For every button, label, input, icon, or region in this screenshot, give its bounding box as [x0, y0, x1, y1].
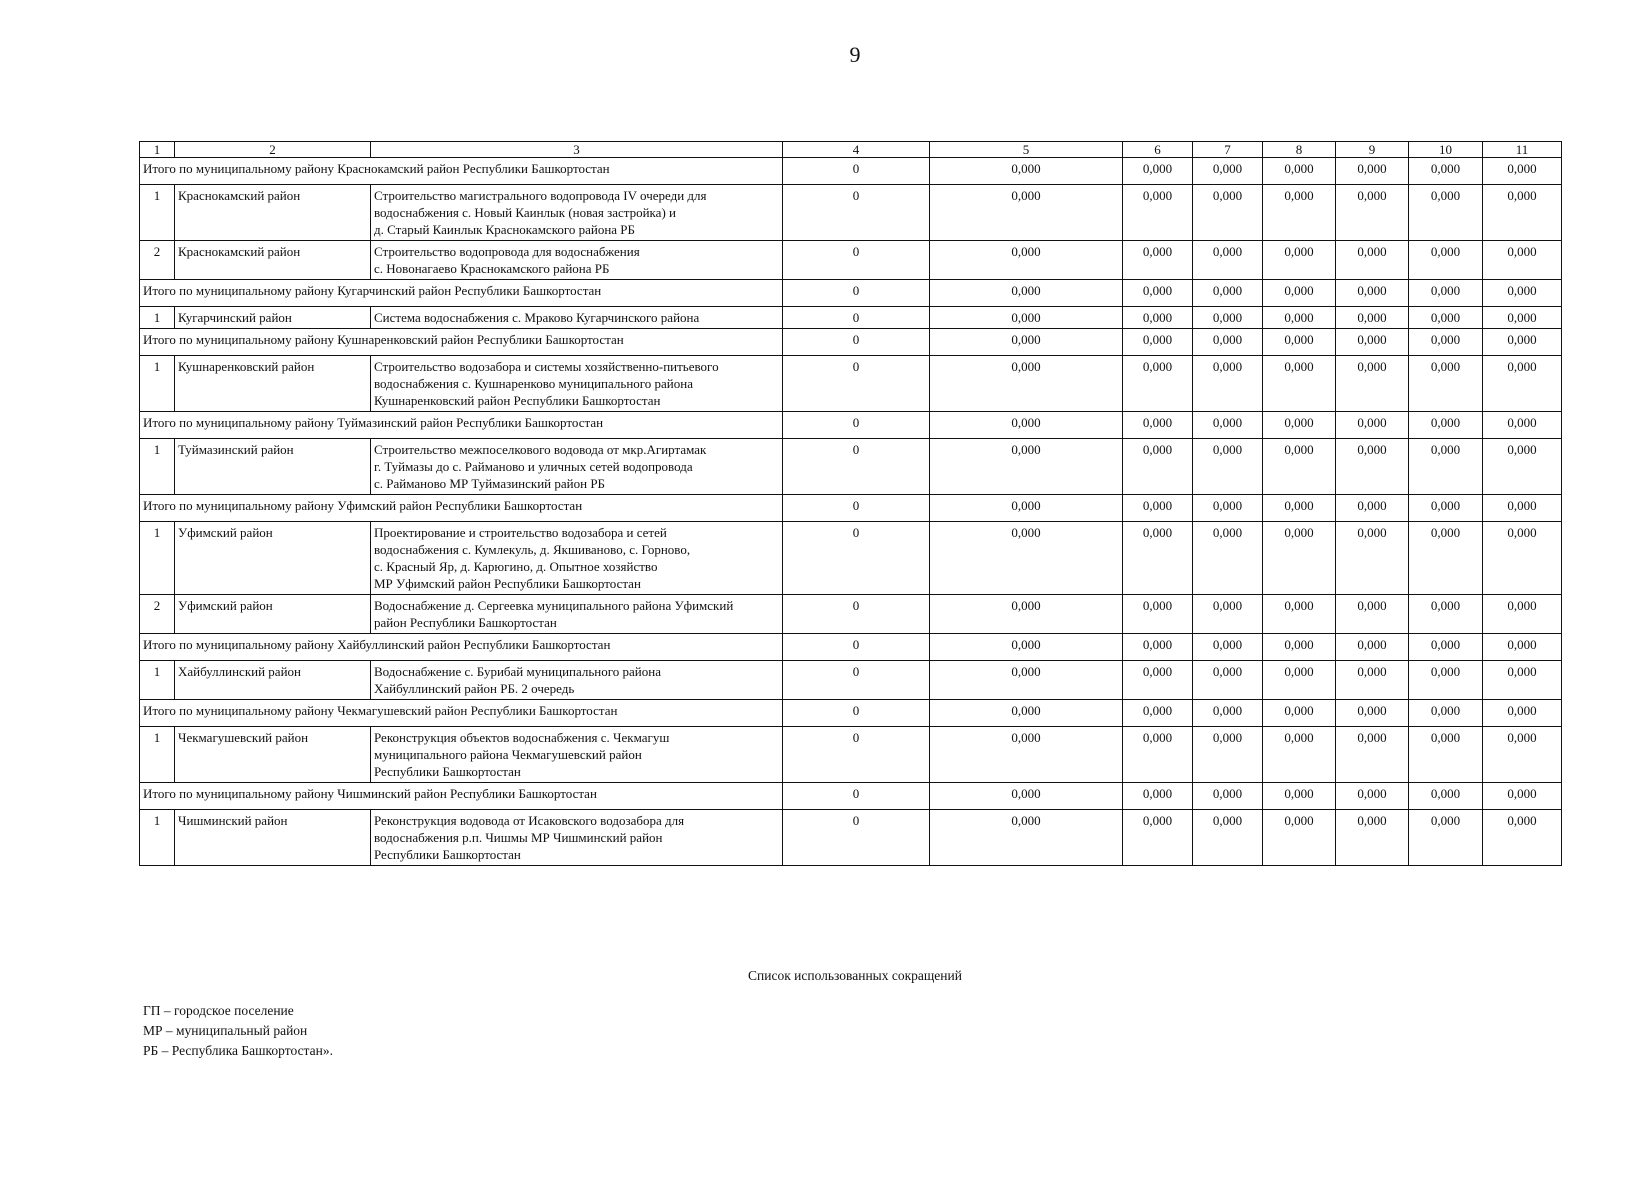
value-cell-col6: 0,000 — [1123, 280, 1193, 307]
total-row — [140, 329, 1562, 356]
value-cell-col4: 0 — [783, 185, 930, 241]
value-cell-col10: 0,000 — [1409, 727, 1483, 783]
total-label: Итого по муниципальному району Уфимский район Республики Башкортостан — [140, 495, 783, 522]
table-row — [140, 661, 1562, 700]
value-cell-col6: 0,000 — [1123, 522, 1193, 595]
value-cell-col11: 0,000 — [1483, 329, 1562, 356]
abbreviation-item: МР – муниципальный район — [143, 1023, 308, 1038]
value-cell-col5: 0,000 — [930, 810, 1123, 866]
value-cell-col4: 0 — [783, 307, 930, 329]
value-cell-col6: 0,000 — [1123, 783, 1193, 810]
value-cell-col7: 0,000 — [1193, 356, 1263, 412]
value-cell-col8: 0,000 — [1263, 783, 1336, 810]
column-number-row — [140, 142, 1562, 158]
column-number: 6 — [1123, 142, 1193, 158]
total-label: Итого по муниципальному району Хайбуллинский район Республики Башкортостан — [140, 634, 783, 661]
value-cell-col5: 0,000 — [930, 495, 1123, 522]
total-row — [140, 158, 1562, 185]
value-cell-col7: 0,000 — [1193, 439, 1263, 495]
value-cell-col5: 0,000 — [930, 727, 1123, 783]
value-cell-col7: 0,000 — [1193, 307, 1263, 329]
value-cell-col8: 0,000 — [1263, 522, 1336, 595]
value-cell-col6: 0,000 — [1123, 412, 1193, 439]
value-cell-col6: 0,000 — [1123, 241, 1193, 280]
value-cell-col6: 0,000 — [1123, 329, 1193, 356]
abbreviation-item: РБ – Республика Башкортостан». — [143, 1043, 333, 1058]
abbreviations-title: Список использованных сокращений — [748, 968, 962, 983]
value-cell-col5: 0,000 — [930, 241, 1123, 280]
row-number: 1 — [140, 810, 175, 866]
column-number: 5 — [930, 142, 1123, 158]
column-number: 4 — [783, 142, 930, 158]
value-cell-col4: 0 — [783, 783, 930, 810]
value-cell-col11: 0,000 — [1483, 661, 1562, 700]
value-cell-col10: 0,000 — [1409, 595, 1483, 634]
total-row — [140, 280, 1562, 307]
column-number: 9 — [1336, 142, 1409, 158]
district-name: Хайбуллинский район — [175, 661, 371, 700]
district-name: Туймазинский район — [175, 439, 371, 495]
project-description: Водоснабжение с. Бурибай муниципального района Хайбуллинский район РБ. 2 очередь — [371, 661, 783, 700]
value-cell-col5: 0,000 — [930, 700, 1123, 727]
value-cell-col10: 0,000 — [1409, 356, 1483, 412]
district-name: Краснокамский район — [175, 185, 371, 241]
value-cell-col4: 0 — [783, 495, 930, 522]
value-cell-col9: 0,000 — [1336, 595, 1409, 634]
value-cell-col9: 0,000 — [1336, 356, 1409, 412]
value-cell-col5: 0,000 — [930, 439, 1123, 495]
value-cell-col5: 0,000 — [930, 661, 1123, 700]
value-cell-col8: 0,000 — [1263, 495, 1336, 522]
value-cell-col10: 0,000 — [1409, 329, 1483, 356]
value-cell-col7: 0,000 — [1193, 727, 1263, 783]
value-cell-col6: 0,000 — [1123, 661, 1193, 700]
value-cell-col11: 0,000 — [1483, 439, 1562, 495]
project-description: Строительство водопровода для водоснабжения с. Новонагаево Краснокамского района РБ — [371, 241, 783, 280]
total-label: Итого по муниципальному району Краснокамский район Республики Башкортостан — [140, 158, 783, 185]
value-cell-col6: 0,000 — [1123, 158, 1193, 185]
project-description: Водоснабжение д. Сергеевка муниципального района Уфимский район Республики Башкортостан — [371, 595, 783, 634]
value-cell-col5: 0,000 — [930, 185, 1123, 241]
value-cell-col11: 0,000 — [1483, 522, 1562, 595]
value-cell-col4: 0 — [783, 280, 930, 307]
value-cell-col6: 0,000 — [1123, 356, 1193, 412]
value-cell-col9: 0,000 — [1336, 439, 1409, 495]
total-label: Итого по муниципальному району Чишминский район Республики Башкортостан — [140, 783, 783, 810]
value-cell-col5: 0,000 — [930, 158, 1123, 185]
value-cell-col10: 0,000 — [1409, 783, 1483, 810]
value-cell-col9: 0,000 — [1336, 241, 1409, 280]
value-cell-col8: 0,000 — [1263, 185, 1336, 241]
value-cell-col4: 0 — [783, 329, 930, 356]
value-cell-col11: 0,000 — [1483, 241, 1562, 280]
row-number: 1 — [140, 185, 175, 241]
value-cell-col4: 0 — [783, 439, 930, 495]
value-cell-col10: 0,000 — [1409, 810, 1483, 866]
value-cell-col11: 0,000 — [1483, 727, 1562, 783]
value-cell-col6: 0,000 — [1123, 700, 1193, 727]
total-row — [140, 412, 1562, 439]
row-number: 1 — [140, 661, 175, 700]
value-cell-col4: 0 — [783, 356, 930, 412]
value-cell-col10: 0,000 — [1409, 185, 1483, 241]
district-name: Уфимский район — [175, 522, 371, 595]
value-cell-col10: 0,000 — [1409, 634, 1483, 661]
table-row — [140, 727, 1562, 783]
value-cell-col6: 0,000 — [1123, 185, 1193, 241]
district-name: Краснокамский район — [175, 241, 371, 280]
value-cell-col10: 0,000 — [1409, 495, 1483, 522]
row-number: 1 — [140, 356, 175, 412]
value-cell-col6: 0,000 — [1123, 439, 1193, 495]
value-cell-col11: 0,000 — [1483, 185, 1562, 241]
value-cell-col4: 0 — [783, 634, 930, 661]
value-cell-col9: 0,000 — [1336, 661, 1409, 700]
value-cell-col7: 0,000 — [1193, 241, 1263, 280]
column-number: 2 — [175, 142, 371, 158]
value-cell-col5: 0,000 — [930, 356, 1123, 412]
table-row — [140, 241, 1562, 280]
value-cell-col8: 0,000 — [1263, 158, 1336, 185]
table-row — [140, 522, 1562, 595]
value-cell-col7: 0,000 — [1193, 661, 1263, 700]
value-cell-col4: 0 — [783, 241, 930, 280]
value-cell-col9: 0,000 — [1336, 727, 1409, 783]
value-cell-col8: 0,000 — [1263, 700, 1336, 727]
value-cell-col10: 0,000 — [1409, 439, 1483, 495]
value-cell-col8: 0,000 — [1263, 307, 1336, 329]
project-description: Система водоснабжения с. Мраково Кугарчинского района — [371, 307, 783, 329]
row-number: 1 — [140, 522, 175, 595]
row-number: 1 — [140, 307, 175, 329]
value-cell-col5: 0,000 — [930, 329, 1123, 356]
value-cell-col11: 0,000 — [1483, 810, 1562, 866]
column-number: 1 — [140, 142, 175, 158]
value-cell-col5: 0,000 — [930, 522, 1123, 595]
value-cell-col7: 0,000 — [1193, 185, 1263, 241]
value-cell-col11: 0,000 — [1483, 495, 1562, 522]
value-cell-col9: 0,000 — [1336, 307, 1409, 329]
total-row — [140, 783, 1562, 810]
district-name: Чишминский район — [175, 810, 371, 866]
project-description: Реконструкция объектов водоснабжения с. Чекмагуш муниципального района Чекмагушевский район Республики Башкортостан — [371, 727, 783, 783]
value-cell-col9: 0,000 — [1336, 329, 1409, 356]
value-cell-col7: 0,000 — [1193, 280, 1263, 307]
table-row — [140, 185, 1562, 241]
value-cell-col8: 0,000 — [1263, 634, 1336, 661]
value-cell-col8: 0,000 — [1263, 241, 1336, 280]
value-cell-col4: 0 — [783, 522, 930, 595]
value-cell-col11: 0,000 — [1483, 356, 1562, 412]
total-label: Итого по муниципальному району Кушнаренковский район Республики Башкортостан — [140, 329, 783, 356]
value-cell-col6: 0,000 — [1123, 307, 1193, 329]
column-number: 10 — [1409, 142, 1483, 158]
row-number: 1 — [140, 439, 175, 495]
abbreviation-item: ГП – городское поселение — [143, 1003, 294, 1018]
value-cell-col5: 0,000 — [930, 595, 1123, 634]
value-cell-col5: 0,000 — [930, 307, 1123, 329]
value-cell-col10: 0,000 — [1409, 661, 1483, 700]
table-row — [140, 595, 1562, 634]
column-number: 11 — [1483, 142, 1562, 158]
value-cell-col11: 0,000 — [1483, 158, 1562, 185]
district-name: Кушнаренковский район — [175, 356, 371, 412]
value-cell-col8: 0,000 — [1263, 356, 1336, 412]
value-cell-col5: 0,000 — [930, 783, 1123, 810]
total-label: Итого по муниципальному району Кугарчинский район Республики Башкортостан — [140, 280, 783, 307]
value-cell-col9: 0,000 — [1336, 280, 1409, 307]
value-cell-col10: 0,000 — [1409, 412, 1483, 439]
value-cell-col9: 0,000 — [1336, 185, 1409, 241]
row-number: 1 — [140, 727, 175, 783]
value-cell-col8: 0,000 — [1263, 412, 1336, 439]
page-number: 9 — [849, 42, 861, 67]
value-cell-col9: 0,000 — [1336, 495, 1409, 522]
value-cell-col10: 0,000 — [1409, 241, 1483, 280]
value-cell-col8: 0,000 — [1263, 661, 1336, 700]
value-cell-col4: 0 — [783, 700, 930, 727]
value-cell-col9: 0,000 — [1336, 412, 1409, 439]
value-cell-col9: 0,000 — [1336, 522, 1409, 595]
value-cell-col11: 0,000 — [1483, 307, 1562, 329]
data-table — [139, 141, 1562, 866]
value-cell-col8: 0,000 — [1263, 329, 1336, 356]
value-cell-col10: 0,000 — [1409, 307, 1483, 329]
value-cell-col6: 0,000 — [1123, 634, 1193, 661]
value-cell-col11: 0,000 — [1483, 280, 1562, 307]
value-cell-col5: 0,000 — [930, 412, 1123, 439]
value-cell-col7: 0,000 — [1193, 412, 1263, 439]
district-name: Чекмагушевский район — [175, 727, 371, 783]
table-row — [140, 810, 1562, 866]
value-cell-col7: 0,000 — [1193, 810, 1263, 866]
column-number: 3 — [371, 142, 783, 158]
value-cell-col8: 0,000 — [1263, 280, 1336, 307]
value-cell-col11: 0,000 — [1483, 595, 1562, 634]
value-cell-col7: 0,000 — [1193, 634, 1263, 661]
value-cell-col7: 0,000 — [1193, 158, 1263, 185]
value-cell-col11: 0,000 — [1483, 700, 1562, 727]
total-row — [140, 700, 1562, 727]
value-cell-col4: 0 — [783, 727, 930, 783]
project-description: Строительство водозабора и системы хозяйственно-питьевого водоснабжения с. Кушнаренково муниципального района Кушнаренковский район Республики Башкортостан — [371, 356, 783, 412]
row-number: 2 — [140, 595, 175, 634]
district-name: Кугарчинский район — [175, 307, 371, 329]
value-cell-col10: 0,000 — [1409, 522, 1483, 595]
value-cell-col8: 0,000 — [1263, 727, 1336, 783]
row-number: 2 — [140, 241, 175, 280]
value-cell-col10: 0,000 — [1409, 158, 1483, 185]
value-cell-col7: 0,000 — [1193, 522, 1263, 595]
value-cell-col5: 0,000 — [930, 280, 1123, 307]
value-cell-col9: 0,000 — [1336, 700, 1409, 727]
value-cell-col11: 0,000 — [1483, 412, 1562, 439]
value-cell-col6: 0,000 — [1123, 595, 1193, 634]
value-cell-col9: 0,000 — [1336, 810, 1409, 866]
project-description: Строительство магистрального водопровода IV очереди для водоснабжения с. Новый Каинлык (новая застройка) и д. Старый Каинлык Краснокамского района РБ — [371, 185, 783, 241]
value-cell-col8: 0,000 — [1263, 439, 1336, 495]
project-description: Проектирование и строительство водозабора и сетей водоснабжения с. Кумлекуль, д. Якшиваново, с. Горново, с. Красный Яр, д. Карюгино, д. Опытное хозяйство МР Уфимский район Республики Башкортостан — [371, 522, 783, 595]
value-cell-col9: 0,000 — [1336, 783, 1409, 810]
total-row — [140, 634, 1562, 661]
value-cell-col7: 0,000 — [1193, 495, 1263, 522]
value-cell-col4: 0 — [783, 810, 930, 866]
value-cell-col7: 0,000 — [1193, 595, 1263, 634]
value-cell-col10: 0,000 — [1409, 280, 1483, 307]
value-cell-col4: 0 — [783, 661, 930, 700]
column-number: 8 — [1263, 142, 1336, 158]
value-cell-col11: 0,000 — [1483, 634, 1562, 661]
table-row — [140, 356, 1562, 412]
value-cell-col7: 0,000 — [1193, 700, 1263, 727]
value-cell-col6: 0,000 — [1123, 810, 1193, 866]
total-label: Итого по муниципальному району Туймазинский район Республики Башкортостан — [140, 412, 783, 439]
project-description: Реконструкция водовода от Исаковского водозабора для водоснабжения р.п. Чишмы МР Чишминский район Республики Башкортостан — [371, 810, 783, 866]
total-row — [140, 495, 1562, 522]
value-cell-col9: 0,000 — [1336, 158, 1409, 185]
column-number: 7 — [1193, 142, 1263, 158]
total-label: Итого по муниципальному району Чекмагушевский район Республики Башкортостан — [140, 700, 783, 727]
value-cell-col4: 0 — [783, 412, 930, 439]
value-cell-col4: 0 — [783, 158, 930, 185]
value-cell-col11: 0,000 — [1483, 783, 1562, 810]
table-row — [140, 307, 1562, 329]
value-cell-col7: 0,000 — [1193, 329, 1263, 356]
value-cell-col8: 0,000 — [1263, 595, 1336, 634]
table-row — [140, 439, 1562, 495]
value-cell-col4: 0 — [783, 595, 930, 634]
project-description: Строительство межпоселкового водовода от мкр.Агиртамак г. Туймазы до с. Райманово и уличных сетей водопровода с. Райманово МР Туймазинский район РБ — [371, 439, 783, 495]
district-name: Уфимский район — [175, 595, 371, 634]
value-cell-col7: 0,000 — [1193, 783, 1263, 810]
value-cell-col6: 0,000 — [1123, 495, 1193, 522]
value-cell-col10: 0,000 — [1409, 700, 1483, 727]
value-cell-col6: 0,000 — [1123, 727, 1193, 783]
value-cell-col9: 0,000 — [1336, 634, 1409, 661]
value-cell-col8: 0,000 — [1263, 810, 1336, 866]
value-cell-col5: 0,000 — [930, 634, 1123, 661]
